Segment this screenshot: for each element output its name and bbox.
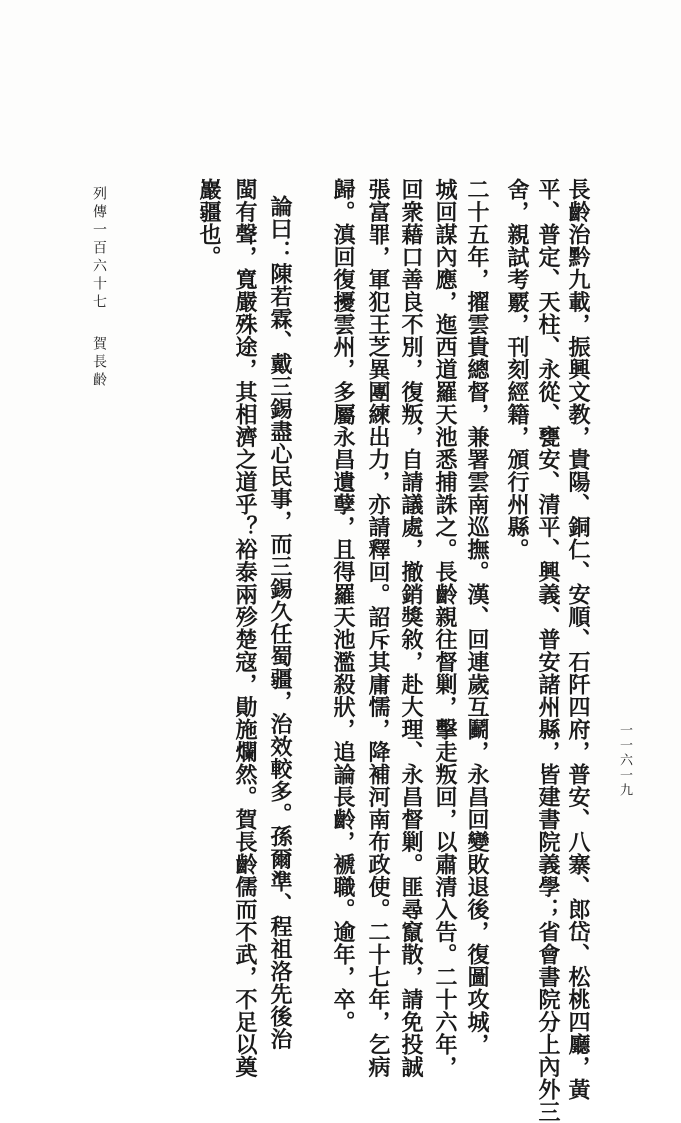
text-column-10: 閩有聲，寬嚴殊途，其相濟之道乎？裕泰兩殄楚寇，勛施爛然。賀長齡儒而不武，不足以奠 xyxy=(232,178,258,1078)
text-column-9: 論曰：陳若霖、戴三錫盡心民事，而三錫久任蜀疆，治效較多。孫爾準、程祖洛先後治 xyxy=(267,195,293,1050)
running-head-chapter: 列傳一百六十七 xyxy=(91,186,107,312)
text-column-1: 長齡治黔九載，振興文教，貴陽、銅仁、安順、石阡四府，普安、八寨、郎岱、松桃四廳，黃 xyxy=(565,178,591,1101)
text-column-2: 平、普定、天柱、永從、甕安、清平、興義、普安諸州縣，皆建書院義學；省會書院分上內外三 xyxy=(535,178,561,1123)
text-column-5: 城回謀內應，迤西道羅天池悉捕誅之。長齡親往督剿，擊走叛回，以肅清入告。二十六年， xyxy=(432,178,458,1078)
running-head-subject: 賀長齡 xyxy=(91,336,107,390)
text-column-8: 歸。滇回復擾雲州，多屬永昌遺孽，且得羅天池濫殺狀，追論長齡，褫職。逾年，卒。 xyxy=(330,178,356,1033)
text-column-6: 回衆藉口善良不別，復叛，自請議處，撤銷獎敘，赴大理、永昌督剿。匪尋竄散，請免投誠 xyxy=(398,178,424,1078)
text-column-11: 巖疆也。 xyxy=(196,178,222,268)
text-column-4: 二十五年，擢雲貴總督，兼署雲南巡撫。漢、回連歲互鬬，永昌回變敗退後，復圖攻城， xyxy=(464,178,490,1056)
page-number: 一一六一九 xyxy=(617,723,632,798)
text-column-3: 舍，親試考覈，刊刻經籍，頒行州縣。 xyxy=(504,178,530,561)
text-column-7: 張富罪，軍犯王芝異團練出力，亦請釋回。詔斥其庸懦，降補河南布政使。二十七年，乞病 xyxy=(365,178,391,1078)
